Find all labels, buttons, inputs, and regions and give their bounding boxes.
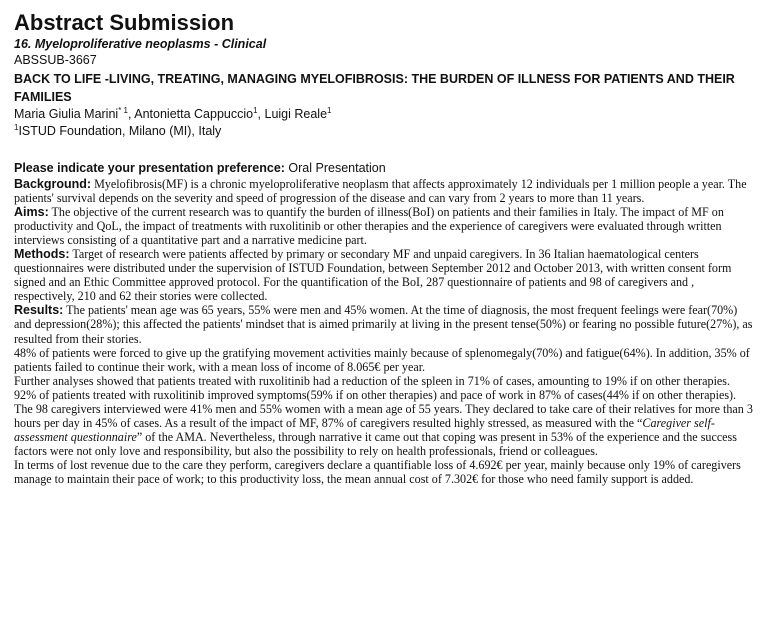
caregivers-text: ” of the AMA. Nevertheless, through narrative it came out that coping was present in 53% of the experience and the success factors were not only love and responsibility, but also the possibility to rely on health professionals, friend or colleagues. (14, 429, 737, 458)
background-text: Myelofibrosis(MF) is a chronic myeloproliferative neoplasm that affects approximately 12 individuals per 1 million people a year. The patients' survival depends on the severity and speed of progression of the disease and can vary from 2 years to more than 11 years. (14, 177, 747, 206)
methods-label: Methods: (14, 247, 70, 262)
questionnaire-name: Caregiver self-assessment questionnaire (14, 415, 715, 444)
background-label: Background: (14, 177, 92, 191)
abstract-body (14, 177, 754, 486)
results-text: The patients' mean age was 65 years, 55% were men and 45% women. At the time of diagnosis, the most frequent feelings were fear(70%) and depression(28%); this affected the patients' mindset that is aimed primarily at living in the present tense(50%) or fearing no possible future(27%), as resulted from their stories. (14, 303, 753, 346)
author-list (14, 106, 754, 123)
caregivers-text: The 98 caregivers interviewed were 41% men and 55% women with a mean age of 55 years. They declared to take care of their relatives for more than 3 hours per day in 45% of cases. As a result of the impact of MF, 87% of caregivers resulted highly stressed, as measured with the “ (14, 401, 753, 430)
presentation-preference (14, 160, 754, 176)
methods-text: Target of research were patients affected by primary or secondary MF and unpaid caregivers. In 36 Italian haematological centers questionnaires were distributed under the supervision of ISTUD Foundation, between September 2012 and October 2013, with written consent form signed and an Ethic Committee approved protocol. For the quantification of the BoI, 287 questionnaire of patients and 98 of caregivers and , respectively, 210 and 62 their stories were collected. (14, 247, 732, 304)
author-superscript: 1 (327, 105, 332, 115)
methods-section (14, 247, 754, 303)
author-superscript: * 1 (118, 105, 128, 115)
abstract-topic: 16. Myeloproliferative neoplasms - Clinical (14, 37, 267, 51)
author-name: Maria Giulia Marini (14, 107, 119, 121)
lost-revenue-paragraph: In terms of lost revenue due to the care they perform, caregivers declare a quantifiable loss of 4.692€ per year, mainly because only 19% of caregivers manage to maintain their pace of work; to this productivity loss, the mean annual cost of 7.302€ for those who need family support is added. (14, 457, 741, 486)
aims-text: The objective of the current research was to quantify the burden of illness(BoI) on patients and their families in Italy. The impact of MF on productivity and QoL, the impact of treatments with ruxolitinib or other therapies and the experience of caregivers were evaluated through written interviews consisting of a quantitative part and a narrative medicine part. (14, 205, 724, 248)
author-name: , Luigi Reale (257, 107, 328, 121)
abstract-id: ABSSUB-3667 (14, 53, 97, 67)
results-label: Results: (14, 303, 64, 318)
affiliation (14, 123, 754, 140)
results-section (14, 303, 754, 345)
abstract-title: BACK TO LIFE -LIVING, TREATING, MANAGING MYELOFIBROSIS: THE BURDEN OF ILLNESS FOR PATIENTS AND THEIR FAMILIES (14, 72, 735, 104)
preference-label: Please indicate your presentation preference: (14, 161, 285, 175)
page-heading: Abstract Submission (14, 10, 235, 35)
results-paragraph: Further analyses showed that patients treated with ruxolitinib had a reduction of the spleen in 71% of cases, amounting to 19% if on other therapies. 92% of patients treated with ruxolitinib improved symptoms(59% if on other therapies) and pace of work in 87% of cases(44% if on other therapies). (14, 373, 737, 402)
results-paragraph: 48% of patients were forced to give up the gratifying movement activities mainly because of splenomegaly(70%) and fatigue(64%). In addition, 35% of patients failed to continue their work, with a mean loss of income of 8.065€ per year. (14, 345, 750, 374)
aims-section (14, 205, 754, 247)
aims-label: Aims: (14, 205, 49, 220)
author-name: , Antonietta Cappuccio (128, 107, 254, 121)
caregivers-paragraph (14, 402, 754, 458)
author-superscript: 1 (253, 105, 258, 115)
preference-value: Oral Presentation (284, 161, 386, 175)
affiliation-text: ISTUD Foundation, Milano (MI), Italy (18, 124, 222, 138)
background-section (14, 177, 754, 205)
affiliation-superscript: 1 (14, 122, 19, 132)
